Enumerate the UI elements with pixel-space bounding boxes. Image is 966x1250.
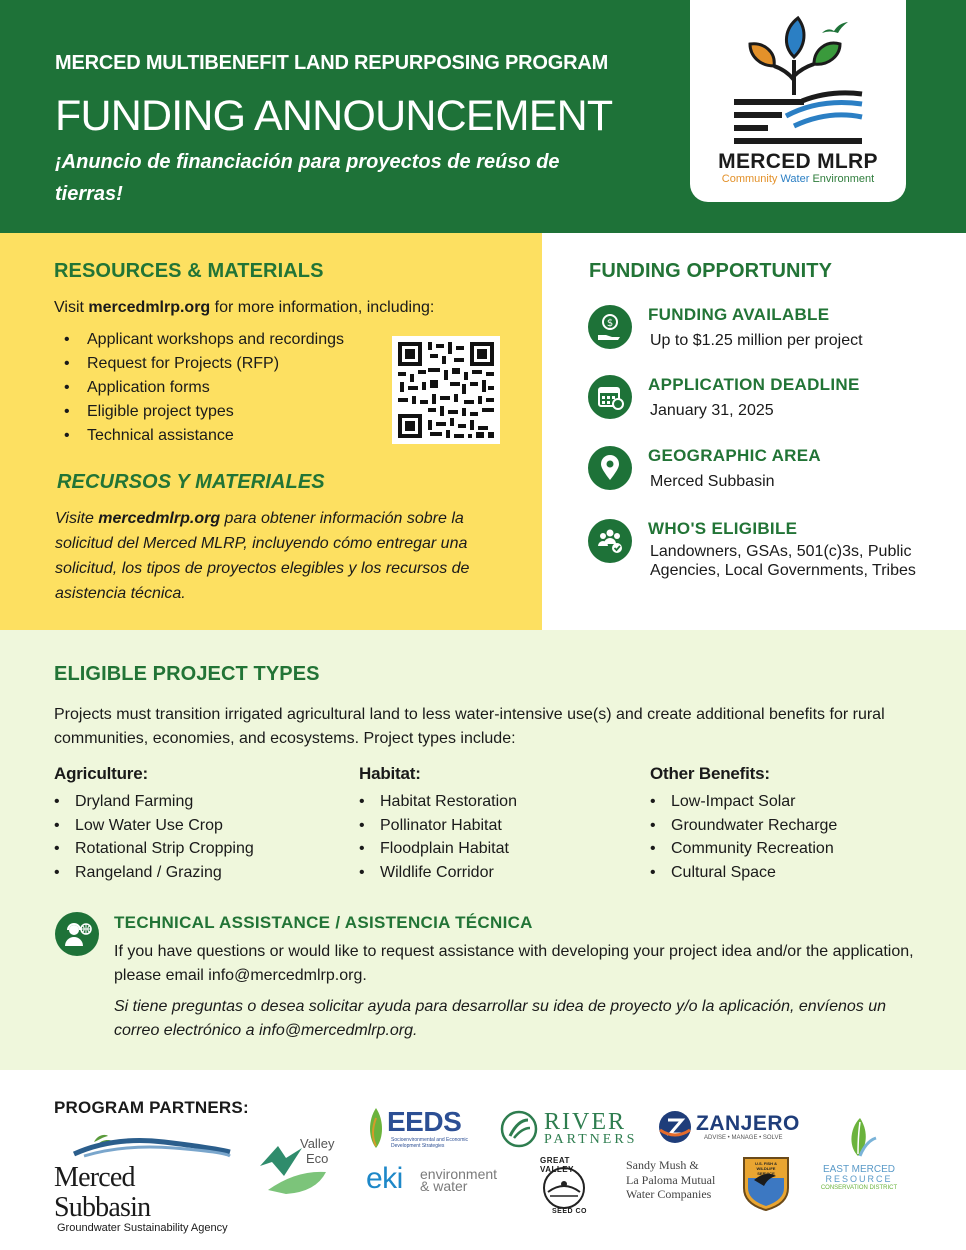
east-merced-rcd-icon	[812, 1116, 906, 1160]
river-partners-logo	[500, 1109, 638, 1150]
partners-section	[0, 1070, 966, 1250]
zanjero-icon	[658, 1110, 692, 1144]
resources-es-post: para obtener información sobre la solicitud del Merced MLRP, incluyendo cómo entregar una solicitud, los tipos de proyectos elegibles y los recursos de asistencia técnica.	[55, 510, 470, 602]
funding-item-text: Merced Subbasin	[650, 473, 775, 490]
eki-logo	[366, 1162, 506, 1200]
category-list	[54, 790, 254, 884]
category-other-benefits	[650, 764, 837, 884]
funding-section	[542, 233, 966, 630]
category-title: Agriculture:	[54, 764, 148, 783]
technical-assistance-icon	[55, 912, 99, 956]
eki-tag	[420, 1168, 497, 1192]
resources-section	[0, 233, 542, 630]
partners-heading: PROGRAM PARTNERS:	[54, 1098, 249, 1117]
eki-line1: environment	[420, 1166, 498, 1182]
eeds-sub-line2: Development Strategies	[391, 1143, 445, 1149]
resources-intro-pre: Visit	[54, 299, 89, 316]
funding-item-title: FUNDING AVAILABLE	[648, 305, 830, 324]
usfws-logo	[742, 1154, 790, 1212]
valley-eco-logo	[256, 1132, 342, 1198]
sandy-mush-line3: Water Companies	[626, 1187, 712, 1201]
technical-assistance-text-es: Si tiene preguntas o desea solicitar ayuda para desarrollar su idea de proyecto y/o la aplicación, envíenos un correo electrónico a info@mercedmlrp.org.	[114, 998, 887, 1039]
list-item: • Eligible project types	[60, 400, 344, 424]
mlrp-logo	[690, 0, 906, 202]
category-title: Other Benefits:	[650, 764, 770, 783]
list-item: • Community Recreation	[650, 837, 837, 861]
group-check-icon	[588, 519, 632, 563]
sandy-mush-line1: Sandy Mush &	[626, 1158, 699, 1172]
funding-item-text: Landowners, GSAs, 501(c)3s, Public Agencies, Local Governments, Tribes	[650, 543, 916, 579]
category-habitat	[359, 764, 517, 884]
eeds-logo	[365, 1106, 477, 1150]
list-item: • Dryland Farming	[54, 790, 254, 814]
eeds-sub-line1: Socioenvironmental and Economic	[391, 1137, 468, 1143]
list-item: • Applicant workshops and recordings	[60, 328, 344, 352]
funding-item-title: APPLICATION DEADLINE	[648, 375, 860, 394]
logo-tagline	[690, 173, 906, 185]
eligible-section	[0, 630, 966, 1070]
funding-item-text: Up to $1.25 million per project	[650, 332, 863, 349]
resources-heading-es: RECURSOS Y MATERIALES	[57, 471, 325, 493]
eligible-intro: Projects must transition irrigated agricultural land to less water-intensive use(s) and create additional benefits for rural communities, economies, and ecosystems. Project types include:	[54, 706, 885, 747]
resources-heading: RESOURCES & MATERIALS	[54, 260, 324, 282]
page-title: FUNDING ANNOUNCEMENT	[55, 92, 613, 140]
category-list	[359, 790, 517, 884]
technical-assistance-heading: TECHNICAL ASSISTANCE / ASISTENCIA TÉCNICA	[114, 913, 533, 932]
eki-name: eki	[366, 1162, 403, 1195]
resources-es-pre: Visite	[55, 510, 99, 527]
river-partners-line2: PARTNERS	[544, 1132, 638, 1147]
calendar-icon	[588, 375, 632, 419]
merced-subbasin-logo-icon	[54, 1128, 234, 1158]
resources-intro	[54, 299, 434, 317]
list-item: • Rangeland / Grazing	[54, 861, 254, 885]
website-link-es[interactable]: mercedmlrp.org	[98, 510, 221, 527]
header-banner	[0, 0, 966, 233]
website-link[interactable]: mercedmlrp.org	[88, 299, 211, 316]
category-agriculture	[54, 764, 254, 884]
list-item: • Wildlife Corridor	[359, 861, 517, 885]
list-item: • Low Water Use Crop	[54, 814, 254, 838]
resources-text-es	[55, 506, 495, 606]
money-hand-icon	[588, 305, 632, 349]
eeds-sub	[391, 1137, 468, 1149]
eligible-heading: ELIGIBLE PROJECT TYPES	[54, 663, 320, 685]
list-item: • Habitat Restoration	[359, 790, 517, 814]
east-merced-line3: CONSERVATION DISTRICT	[820, 1185, 898, 1191]
zanjero-logo	[658, 1110, 800, 1146]
page-subtitle-es: ¡Anuncio de financiación para proyectos de reúso de tierras!	[55, 151, 560, 205]
list-item: • Cultural Space	[650, 861, 837, 885]
map-pin-icon	[588, 446, 632, 490]
tag-environment: Environment	[812, 173, 875, 185]
funding-item-text: January 31, 2025	[650, 402, 774, 419]
tag-community: Community	[721, 173, 778, 185]
category-title: Habitat:	[359, 764, 421, 783]
river-partners-line1: RIVER	[544, 1109, 626, 1135]
list-item: • Groundwater Recharge	[650, 814, 837, 838]
valley-eco-line1: Valley	[300, 1136, 335, 1151]
valley-eco-line2: Eco	[306, 1151, 329, 1166]
tag-water: Water	[780, 173, 810, 185]
svg-text:$: $	[606, 318, 614, 329]
merced-subbasin-logo	[54, 1128, 234, 1234]
list-item: • Low-Impact Solar	[650, 790, 837, 814]
great-valley-top: GREAT VALLEY	[540, 1156, 574, 1174]
sandy-mush-line2: La Paloma Mutual	[626, 1172, 716, 1187]
eeds-leaf-icon	[365, 1106, 387, 1150]
east-merced-rcd-logo	[812, 1116, 906, 1200]
east-merced-line1: EAST MERCED	[822, 1164, 896, 1175]
zanjero-tag: ADVISE • MANAGE • SOLVE	[704, 1135, 783, 1141]
list-item: • Request for Projects (RFP)	[60, 352, 344, 376]
list-item: • Pollinator Habitat	[359, 814, 517, 838]
usfws-text: U.S. FISH & WILDLIFE SERVICE	[754, 1161, 777, 1176]
river-partners-icon	[500, 1110, 538, 1148]
eeds-name: EEDS	[387, 1106, 462, 1137]
zanjero-name: ZANJERO	[696, 1112, 800, 1135]
qr-code-icon	[392, 336, 500, 444]
great-valley-seed-logo	[532, 1156, 596, 1218]
logo-wordmark: MERCED MLRP	[718, 150, 878, 173]
great-valley-bottom: SEED CO	[552, 1208, 588, 1215]
qr-code[interactable]	[392, 336, 500, 444]
list-item: • Technical assistance	[60, 424, 344, 448]
technical-assistance-text: If you have questions or would like to request assistance with developing your project idea and/or the application, please email info@mercedmlrp.org.	[114, 943, 914, 984]
list-item: • Rotational Strip Cropping	[54, 837, 254, 861]
funding-heading: FUNDING OPPORTUNITY	[589, 260, 833, 282]
resources-list	[60, 328, 344, 448]
resources-intro-post: for more information, including:	[210, 299, 435, 316]
merced-subbasin-name: Merced Subbasin	[54, 1162, 151, 1223]
eki-line2: & water	[420, 1178, 468, 1194]
funding-item-title: WHO'S ELIGIBILE	[648, 519, 798, 538]
sandy-mush-logo	[626, 1158, 730, 1208]
list-item: • Floodplain Habitat	[359, 837, 517, 861]
program-name: MERCED MULTIBENEFIT LAND REPURPOSING PROGRAM	[55, 52, 609, 74]
east-merced-line2: RESOURCE	[825, 1174, 893, 1184]
list-item: • Application forms	[60, 376, 344, 400]
mlrp-plant-logo-icon	[690, 0, 906, 150]
merced-subbasin-sub: Groundwater Sustainability Agency	[57, 1222, 228, 1234]
category-list	[650, 790, 837, 884]
funding-item-title: GEOGRAPHIC AREA	[648, 446, 821, 465]
